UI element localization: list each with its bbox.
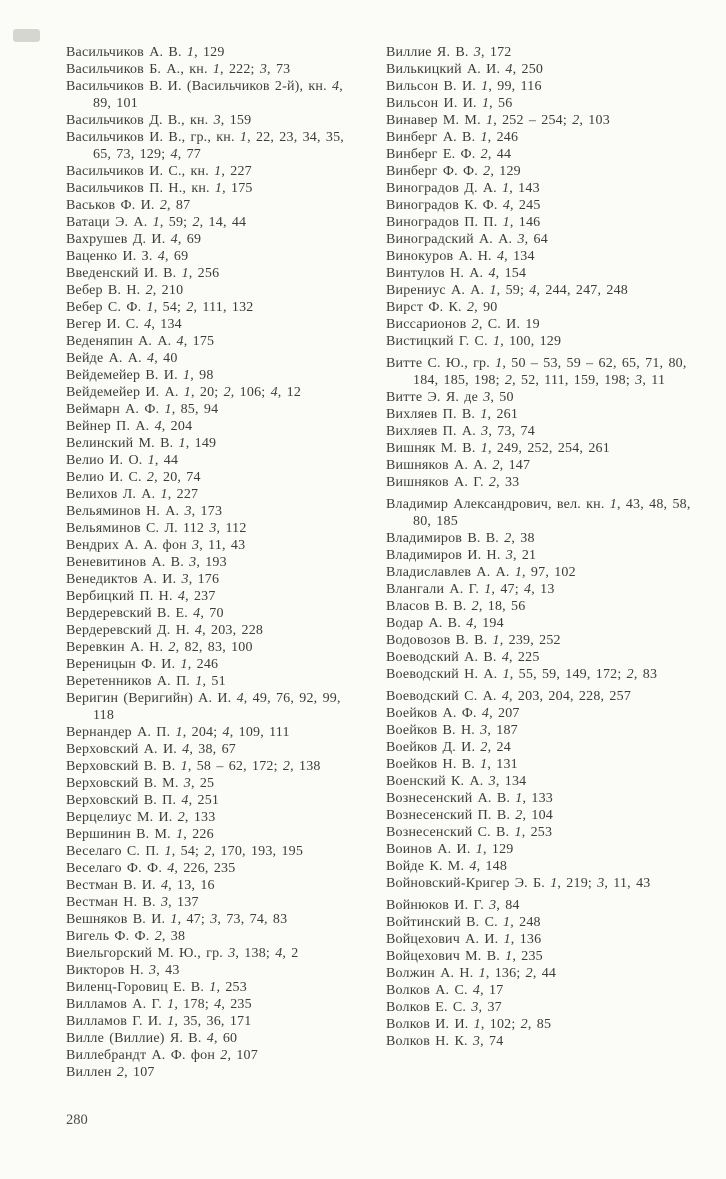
index-entry: Вигель Ф. Ф. 2, 38: [66, 929, 186, 944]
index-entry: Васильчиков И. В., гр., кн. 1, 22, 23, 34, 35, 65, 73, 129; 4, 77: [66, 130, 344, 162]
index-entry: Веденяпин А. А. 4, 175: [66, 334, 215, 349]
index-entry: Виноградский А. А. 3, 64: [386, 232, 548, 247]
index-entry: Вишняков А. Г. 2, 33: [386, 475, 520, 490]
index-entry: Воейков Д. И. 2, 24: [386, 740, 511, 755]
index-entry: Вербицкий П. Н. 4, 237: [66, 589, 216, 604]
index-entry: Влангали А. Г. 1, 47; 4, 13: [386, 582, 555, 597]
index-entry: Васильчиков А. В. 1, 129: [66, 45, 225, 60]
index-entry: Виленц-Горовиц Е. В. 1, 253: [66, 980, 247, 995]
index-entry: Вирениус А. А. 1, 59; 4, 244, 247, 248: [386, 283, 628, 298]
index-entry: Вегер И. С. 4, 134: [66, 317, 182, 332]
index-entry: Виллебрандт А. Ф. фон 2, 107: [66, 1048, 258, 1063]
index-entry: Васильчиков Д. В., кн. 3, 159: [66, 113, 252, 128]
index-entry: Вихляев П. В. 1, 261: [386, 407, 519, 422]
index-entry: Виллен 2, 107: [66, 1065, 155, 1080]
index-entry: Васильчиков Б. А., кн. 1, 222; 3, 73: [66, 62, 291, 77]
index-entry: Вейдемейер И. А. 1, 20; 2, 106; 4, 12: [66, 385, 302, 400]
index-entry: Вернандер А. П. 1, 204; 4, 109, 111: [66, 725, 290, 740]
index-entry: Вилькицкий А. И. 4, 250: [386, 62, 544, 77]
index-entry: Витте Э. Я. де 3, 50: [386, 390, 514, 405]
index-entry: Владимиров И. Н. 3, 21: [386, 548, 537, 563]
index-entry: Вейдемейер В. И. 1, 98: [66, 368, 214, 383]
index-entry: Вихляев П. А. 3, 73, 74: [386, 424, 535, 439]
index-entry: Воейков А. Ф. 4, 207: [386, 706, 520, 721]
scan-smudge: [13, 29, 40, 42]
index-entry: Винберг Ф. Ф. 2, 129: [386, 164, 521, 179]
index-entry: Ваценко И. З. 4, 69: [66, 249, 189, 264]
index-entry: Веригин (Веригийн) А. И. 4, 49, 76, 92, 99, 118: [66, 691, 341, 723]
index-entry: Вознесенский С. В. 1, 253: [386, 825, 553, 840]
index-entry: Волков И. И. 1, 102; 2, 85: [386, 1017, 552, 1032]
index-entry: Воинов А. И. 1, 129: [386, 842, 514, 857]
index-entry: Виноградов Д. А. 1, 143: [386, 181, 540, 196]
index-entry: Волков А. С. 4, 17: [386, 983, 504, 998]
index-entry: Васильчиков П. Н., кн. 1, 175: [66, 181, 253, 196]
index-column-left: [66, 44, 366, 1081]
index-entry: Винберг А. В. 1, 246: [386, 130, 519, 145]
index-entry: Волков Н. К. 3, 74: [386, 1034, 504, 1049]
index-entry: Воейков Н. В. 1, 131: [386, 757, 518, 772]
index-entry: Виноградов П. П. 1, 146: [386, 215, 541, 230]
index-entry: Вестман В. И. 4, 13, 16: [66, 878, 215, 893]
index-entry: Вахрушев Д. И. 4, 69: [66, 232, 202, 247]
index-entry: Вершинин В. М. 1, 226: [66, 827, 214, 842]
index-entry: Верцелиус М. И. 2, 133: [66, 810, 216, 825]
index-entry: Вистицкий Г. С. 1, 100, 129: [386, 334, 562, 349]
index-entry: Верховский В. П. 4, 251: [66, 793, 220, 808]
index-entry: Васильчиков В. И. (Васильчиков 2-й), кн. 4, 89, 101: [66, 79, 343, 111]
index-entry: Вельяминов С. Л. 112 3, 112: [66, 521, 247, 536]
index-entry: Викторов Н. 3, 43: [66, 963, 180, 978]
index-entry: Войцехович М. В. 1, 235: [386, 949, 543, 964]
index-entry: Вишняк М. В. 1, 249, 252, 254, 261: [386, 441, 610, 456]
index-entry: Виноградов К. Ф. 4, 245: [386, 198, 541, 213]
index-entry: Волжин А. Н. 1, 136; 2, 44: [386, 966, 557, 981]
index-entry: Вилламов Г. И. 1, 35, 36, 171: [66, 1014, 252, 1029]
index-entry: Венедиктов А. И. 3, 176: [66, 572, 220, 587]
index-entry: Веневитинов А. В. 3, 193: [66, 555, 227, 570]
index-entry: Веселаго С. П. 1, 54; 2, 170, 193, 195: [66, 844, 304, 859]
index-entry: Вознесенский П. В. 2, 104: [386, 808, 553, 823]
index-entry: Военский К. А. 3, 134: [386, 774, 527, 789]
index-entry: Вестман Н. В. 3, 137: [66, 895, 199, 910]
index-entry: Верховский В. М. 3, 25: [66, 776, 215, 791]
index-entry: Вердеревский Д. Н. 4, 203, 228: [66, 623, 264, 638]
index-entry: Винавер М. М. 1, 252 – 254; 2, 103: [386, 113, 610, 128]
index-entry: Вейнер П. А. 4, 204: [66, 419, 193, 434]
index-entry: Введенский И. В. 1, 256: [66, 266, 220, 281]
index-entry: Виельгорский М. Ю., гр. 3, 138; 4, 2: [66, 946, 299, 961]
index-entry: Вирст Ф. К. 2, 90: [386, 300, 498, 315]
index-entry: Виллие Я. В. 3, 172: [386, 45, 512, 60]
index-entry: Войновский-Кригер Э. Б. 1, 219; 3, 11, 43: [386, 876, 651, 891]
index-entry: Вейде А. А. 4, 40: [66, 351, 178, 366]
index-entry: Воеводский С. А. 4, 203, 204, 228, 257: [386, 689, 632, 704]
index-entry: Верховский В. В. 1, 58 – 62, 172; 2, 138: [66, 759, 321, 774]
index-entry: Вельяминов Н. А. 3, 173: [66, 504, 223, 519]
index-entry: Вебер С. Ф. 1, 54; 2, 111, 132: [66, 300, 254, 315]
index-entry: Веретенников А. П. 1, 51: [66, 674, 226, 689]
index-column-right: [386, 44, 710, 1081]
index-entry: Волков Е. С. 3, 37: [386, 1000, 502, 1015]
index-entry: Вендрих А. А. фон 3, 11, 43: [66, 538, 246, 553]
index-entry: Винтулов Н. А. 4, 154: [386, 266, 527, 281]
index-entry: Верховский А. И. 4, 38, 67: [66, 742, 236, 757]
index-entry: Винберг Е. Ф. 2, 44: [386, 147, 512, 162]
index-entry: Водовозов В. В. 1, 239, 252: [386, 633, 561, 648]
index-entry: Владимиров В. В. 2, 38: [386, 531, 535, 546]
index-entry: Васильчиков И. С., кн. 1, 227: [66, 164, 252, 179]
index-entry: Владимир Александрович, вел. кн. 1, 43, 48, 58, 80, 185: [386, 497, 691, 529]
index-entry: Веселаго Ф. Ф. 4, 226, 235: [66, 861, 236, 876]
index-entry: Велио И. С. 2, 20, 74: [66, 470, 201, 485]
index-entry: Вилле (Виллие) Я. В. 4, 60: [66, 1031, 238, 1046]
index-entry: Воеводский А. В. 4, 225: [386, 650, 540, 665]
index-entry: Велихов Л. А. 1, 227: [66, 487, 199, 502]
index-page-body: [66, 44, 710, 1081]
index-entry: Васьков Ф. И. 2, 87: [66, 198, 191, 213]
index-entry: Вознесенский А. В. 1, 133: [386, 791, 553, 806]
index-entry: Войцехович А. И. 1, 136: [386, 932, 542, 947]
index-entry: Воейков В. Н. 3, 187: [386, 723, 518, 738]
index-entry: Винокуров А. Н. 4, 134: [386, 249, 535, 264]
index-entry: Вереницын Ф. И. 1, 246: [66, 657, 219, 672]
index-entry: Вердеревский В. Е. 4, 70: [66, 606, 224, 621]
index-entry: Витте С. Ю., гр. 1, 50 – 53, 59 – 62, 65, 71, 80, 184, 185, 198; 2, 52, 111, 159, 198; 3, 11: [386, 356, 687, 388]
index-entry: Власов В. В. 2, 18, 56: [386, 599, 526, 614]
index-entry: Велинский М. В. 1, 149: [66, 436, 217, 451]
index-entry: Вебер В. Н. 2, 210: [66, 283, 184, 298]
page-number: 280: [66, 1112, 88, 1128]
index-entry: Водар А. В. 4, 194: [386, 616, 504, 631]
index-entry: Воеводский Н. А. 1, 55, 59, 149, 172; 2, 83: [386, 667, 658, 682]
index-entry: Вишняков А. А. 2, 147: [386, 458, 531, 473]
index-entry: Войтинский В. С. 1, 248: [386, 915, 541, 930]
index-entry: Войде К. М. 4, 148: [386, 859, 508, 874]
index-entry: Вильсон В. И. 1, 99, 116: [386, 79, 542, 94]
index-entry: Велио И. О. 1, 44: [66, 453, 179, 468]
index-entry: Веймарн А. Ф. 1, 85, 94: [66, 402, 219, 417]
index-entry: Веревкин А. Н. 2, 82, 83, 100: [66, 640, 253, 655]
index-entry: Ватаци Э. А. 1, 59; 2, 14, 44: [66, 215, 247, 230]
index-entry: Вешняков В. И. 1, 47; 3, 73, 74, 83: [66, 912, 288, 927]
index-entry: Вилламов А. Г. 1, 178; 4, 235: [66, 997, 252, 1012]
index-entry: Вильсон И. И. 1, 56: [386, 96, 513, 111]
index-entry: Войнюков И. Г. 3, 84: [386, 898, 520, 913]
index-entry: Виссарионов 2, С. И. 19: [386, 317, 540, 332]
index-entry: Владиславлев А. А. 1, 97, 102: [386, 565, 576, 580]
